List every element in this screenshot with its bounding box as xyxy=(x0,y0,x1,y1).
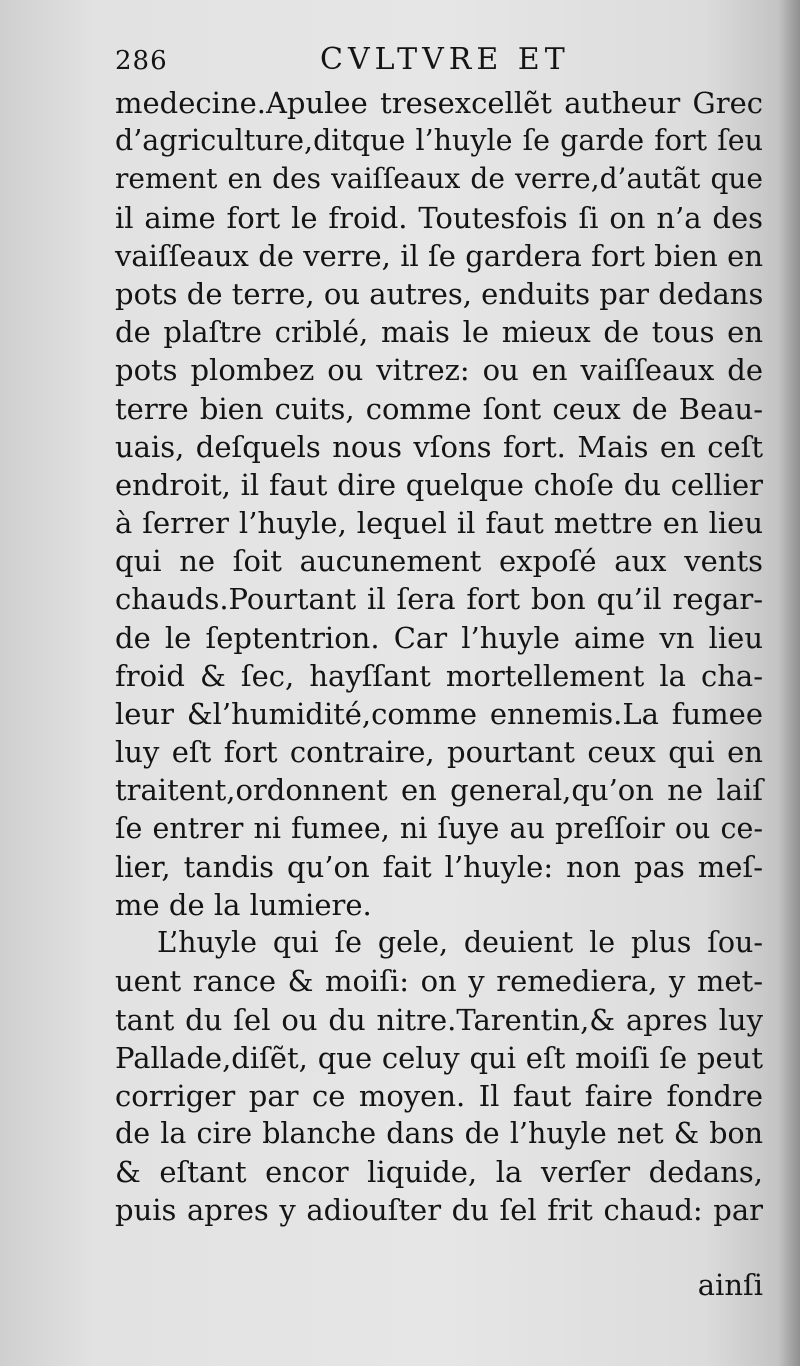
text-line: de la cire blanche dans de l’huyle net & bon xyxy=(115,1117,763,1151)
running-title: CVLTVRE ET xyxy=(320,42,570,77)
text-line: traitent,ordonnent en general,qu’on ne laiſ xyxy=(115,773,763,808)
catchword: ainſi xyxy=(697,1268,763,1302)
text-line: de le ſeptentrion. Car l’huyle aime vn lieu xyxy=(115,620,763,655)
text-line: pots de terre, ou autres, enduits par dedans xyxy=(115,276,764,311)
text-line-paragraph-end: me de la lumiere. xyxy=(115,887,372,922)
page-number: 286 xyxy=(115,46,168,76)
text-line: de plaſtre criblé, mais le mieux de tous en xyxy=(115,315,763,350)
text-line: pots plombez ou vitrez: ou en vaiſſeaux de xyxy=(115,353,763,388)
text-line: endroit, il faut dire quelque choſe du cellier xyxy=(115,467,763,502)
text-line: leur &l’humidité,comme ennemis.La fumee xyxy=(115,697,763,731)
body-text xyxy=(115,84,763,1230)
text-line: corriger par ce moyen. Il faut faire fondre xyxy=(115,1078,763,1113)
text-line: il aime fort le froid. Toutesfois ſi on n’a des xyxy=(115,200,763,235)
text-line: qui ne ſoit aucunement expoſé aux vents xyxy=(115,544,763,579)
text-line: puis apres y adiouſter du ſel frit chaud: par xyxy=(115,1193,763,1228)
text-line: Pallade,diſẽt, que celuy qui eſt moiſi ſe peut xyxy=(115,1040,763,1075)
text-line: à ſerrer l’huyle, lequel il faut mettre en lieu xyxy=(115,506,763,541)
text-line: luy eſt fort contraire, pourtant ceux qui en xyxy=(115,735,763,770)
text-line: chauds.Pourtant il ſera fort bon qu’il regar- xyxy=(115,582,763,617)
text-line: tant du ſel ou du nitre.Tarentin,& apres luy xyxy=(115,1002,763,1037)
text-line: vaiſſeaux de verre, il ſe gardera fort bien en xyxy=(115,238,763,273)
text-line-paragraph-start: L’huyle qui ſe gele, deuient le plus ſou- xyxy=(157,926,763,960)
text-line: d’agriculture,ditque l’huyle ſe garde fort ſeu xyxy=(115,124,763,158)
text-line: terre bien cuits, comme ſont ceux de Beau- xyxy=(115,391,763,426)
text-line: ſe entrer ni fumee, ni ſuye au preſſoir ou ce- xyxy=(115,811,763,845)
text-line: froid & ſec, hayſſant mortellement la cha- xyxy=(115,658,763,693)
text-line: uent rance & moiſi: on y remediera, y met- xyxy=(115,964,763,999)
catchword-area xyxy=(115,1268,763,1308)
text-line: rement en des vaiſſeaux de verre,d’autãt que xyxy=(115,162,763,196)
text-line: lier, tandis qu’on fait l’huyle: non pas meſ- xyxy=(115,849,763,884)
text-line: medecine.Apulee tresexcellẽt autheur Grec xyxy=(115,86,763,120)
text-line: uais, deſquels nous vſons fort. Mais en ceſt xyxy=(115,429,763,464)
text-line: & eſtant encor liquide, la verſer dedans, xyxy=(115,1155,763,1190)
page-edge-shadow xyxy=(778,0,800,1366)
page-header xyxy=(115,42,755,86)
